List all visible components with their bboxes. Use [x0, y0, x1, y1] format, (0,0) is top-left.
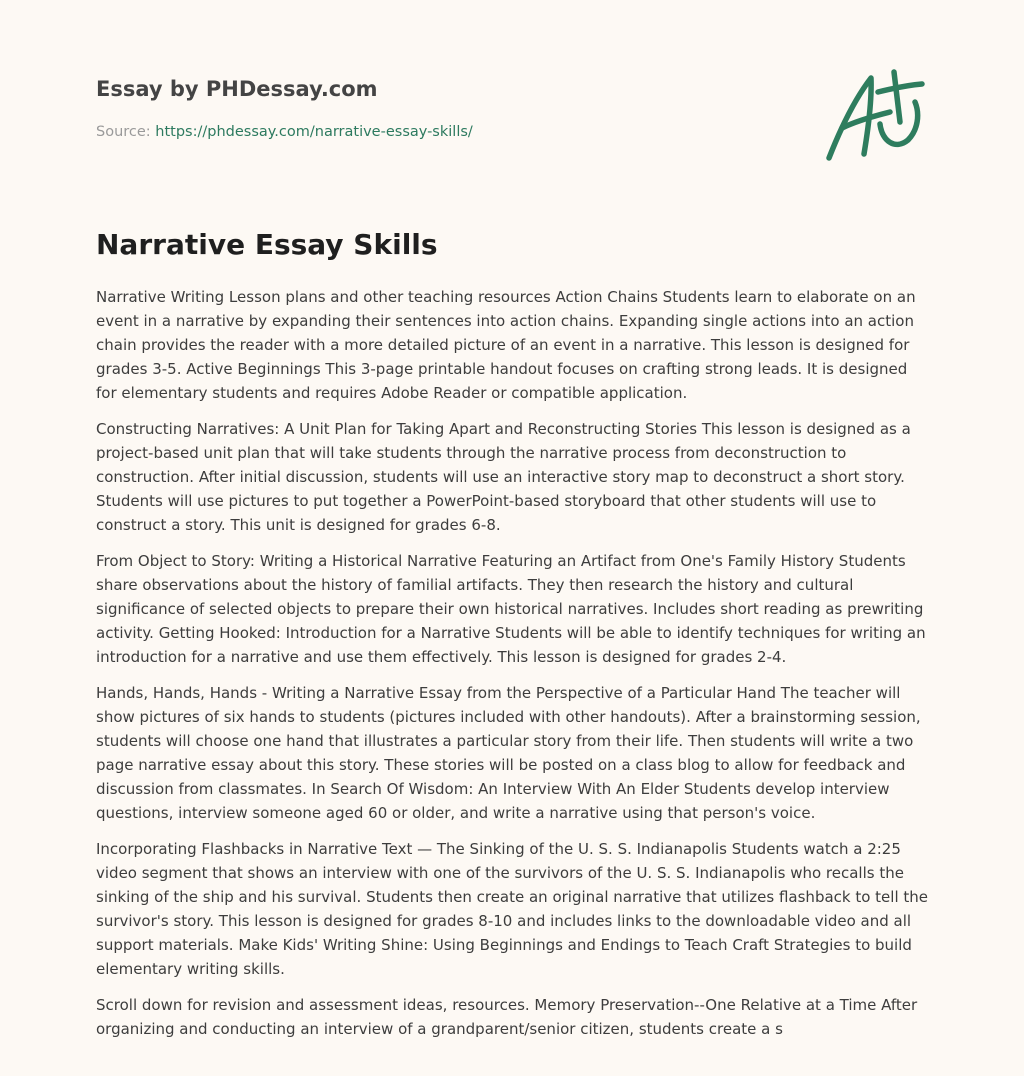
article-body: [96, 285, 928, 1053]
site-brand: Essay by PHDessay.com: [96, 77, 378, 101]
paragraph: Narrative Writing Lesson plans and other teaching resources Action Chains Students learn to elaborate on an event in a narrative by expanding their sentences into action chains. Expanding single actions into an action chain provides the reader with a more detailed picture of an event in a narrative. This lesson is designed for grades 3-5. Active Beginnings This 3-page printable handout focuses on crafting strong leads. It is designed for elementary students and requires Adobe Reader or compatible application.: [96, 288, 916, 402]
page: [96, 0, 929, 1038]
paragraph: Scroll down for revision and assessment ideas, resources. Memory Preservation--One Relative at a Time After organizing and conducting an interview of a grandparent/senior citizen, students create a s: [96, 996, 918, 1038]
paragraph: Constructing Narratives: A Unit Plan for Taking Apart and Reconstructing Stories This lesson is designed as a project-based unit plan that will take students through the narrative process from deconstruction to construction. After initial discussion, students will use an interactive story map to deconstruct a short story. Students will use pictures to put together a PowerPoint-based storyboard that other students will use to construct a story. This unit is designed for grades 6-8.: [96, 420, 911, 534]
source-line: [96, 124, 473, 140]
source-label: Source:: [96, 124, 151, 140]
paragraph: Hands, Hands, Hands - Writing a Narrative Essay from the Perspective of a Particular Hand The teacher will show pictures of six hands to students (pictures included with other handouts). After a brainstorming session, students will choose one hand that illustrates a particular story from their life. Then students will write a two page narrative essay about this story. These stories will be posted on a class blog to allow for feedback and discussion from classmates. In Search Of Wisdom: An Interview With An Elder Students develop interview questions, interview someone aged 60 or older, and write a narrative using that person's voice.: [96, 684, 921, 822]
source-link[interactable]: https://phdessay.com/narrative-essay-skills/: [155, 124, 473, 140]
header: [96, 0, 928, 200]
article-title: Narrative Essay Skills: [96, 228, 438, 261]
paragraph: From Object to Story: Writing a Historical Narrative Featuring an Artifact from One's Family History Students share observations about the history of familial artifacts. They then research the history and cultural significance of selected objects to prepare their own historical narratives. Includes short reading as prewriting activity. Getting Hooked: Introduction for a Narrative Students will be able to identify techniques for writing an introduction for a narrative and use them effectively. This lesson is designed for grades 2-4.: [96, 552, 926, 666]
a-plus-logo-icon: [824, 66, 928, 166]
paragraph: Incorporating Flashbacks in Narrative Text — The Sinking of the U. S. S. Indianapolis Students watch a 2:25 video segment that shows an interview with one of the survivors of the U. S. S. Indianapolis who recalls the sinking of the ship and his survival. Students then create an original narrative that utilizes flashback to tell the survivor's story. This lesson is designed for grades 8-10 and includes links to the downloadable video and all support materials. Make Kids' Writing Shine: Using Beginnings and Endings to Teach Craft Strategies to build elementary writing skills.: [96, 840, 929, 978]
